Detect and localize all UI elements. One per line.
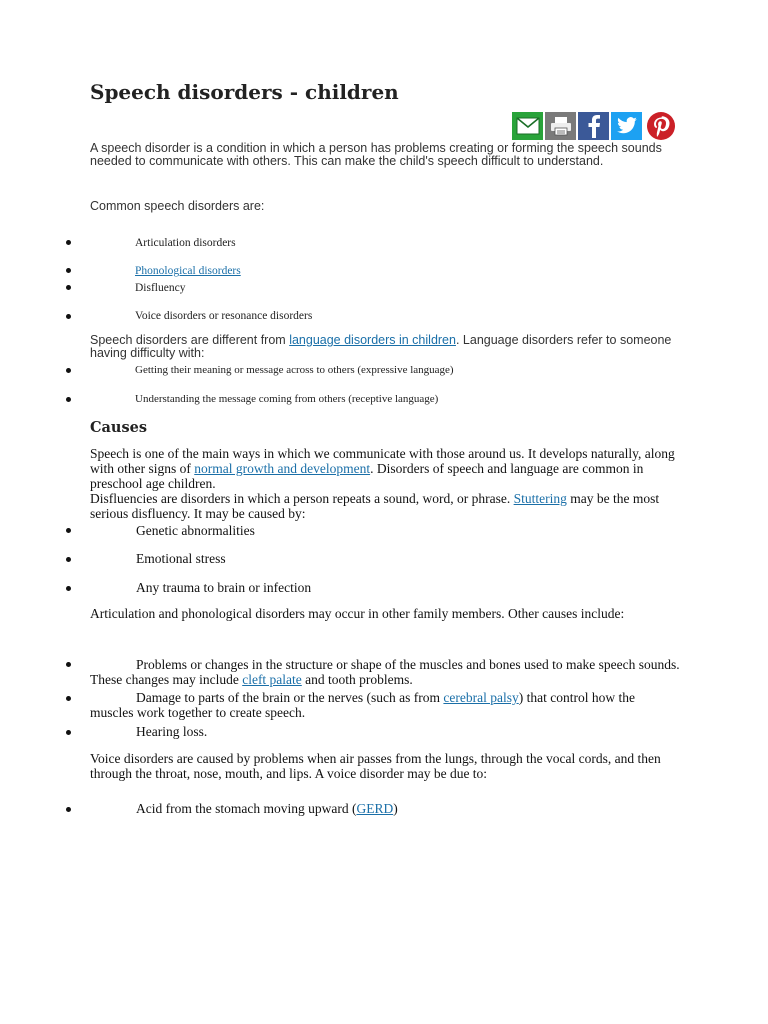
cleft-palate-link[interactable]: cleft palate (242, 672, 302, 687)
causes-heading: Causes (90, 419, 148, 436)
list-item (90, 690, 680, 720)
gerd-link[interactable]: GERD (356, 801, 394, 816)
difference-text-end: . Language disorders refer to someone having difficulty with: (90, 333, 672, 360)
causes-paragraph (90, 446, 680, 521)
email-icon (516, 117, 540, 135)
disfluency-text-end: may be the most serious disfluency. It may be caused by: (90, 491, 660, 521)
disfluency-text: Disfluencies are disorders in which a person repeats a sound, word, or phrase. (90, 491, 514, 506)
list-item: Articulation disorders (135, 237, 236, 249)
list-bullet (66, 240, 71, 245)
cerebral-palsy-link[interactable]: cerebral palsy (443, 690, 519, 705)
list-item-text-end: ) that control how the muscles work together to create speech. (90, 690, 635, 720)
list-bullet (66, 662, 71, 667)
list-bullet (66, 528, 71, 533)
page-title: Speech disorders - children (90, 80, 399, 104)
list-item (90, 657, 680, 687)
list-bullet (66, 397, 71, 402)
list-item: Emotional stress (136, 551, 226, 566)
list-bullet (66, 314, 71, 319)
voice-disorders-paragraph: Voice disorders are caused by problems when air passes from the lungs, through the vocal cords, and then through the throat, nose, mouth, and lips. A voice disorder may be due to: (90, 751, 661, 781)
articulation-paragraph: Articulation and phonological disorders may occur in other family members. Other causes include: (90, 606, 625, 621)
facebook-icon (587, 114, 601, 138)
causes-text: Speech is one of the main ways in which we communicate with those around us. It develops naturally, along with other signs of (90, 446, 675, 476)
phonological-disorders-link[interactable]: Phonological disorders (135, 265, 241, 277)
list-item-text-end: and tooth problems. (301, 672, 413, 687)
stuttering-link[interactable]: Stuttering (513, 491, 567, 506)
list-item-text-end: ) (393, 801, 398, 816)
list-bullet (66, 268, 71, 273)
normal-growth-link[interactable]: normal growth and development (194, 461, 371, 476)
pinterest-share-button[interactable] (644, 112, 678, 140)
list-item: Any trauma to brain or infection (136, 580, 312, 595)
list-bullet (66, 285, 71, 290)
list-item (136, 801, 398, 816)
list-item-text: Problems or changes in the structure or shape of the muscles and bones used to make speech sounds. These changes may include (90, 657, 680, 687)
share-toolbar (512, 112, 678, 140)
list-item-text: Damage to parts of the brain or the nerves (such as from (136, 690, 444, 705)
list-bullet (66, 807, 71, 812)
list-bullet (66, 368, 71, 373)
list-item: Understanding the message coming from others (receptive language) (135, 393, 439, 405)
difference-text: Speech disorders are different from (90, 333, 290, 347)
list-item: Hearing loss. (136, 724, 208, 739)
pinterest-icon (646, 111, 676, 141)
list-bullet (66, 557, 71, 562)
list-bullet (66, 730, 71, 735)
twitter-icon (616, 117, 638, 135)
print-icon (550, 116, 572, 136)
list-item: Getting their meaning or message across to others (expressive language) (135, 364, 454, 376)
facebook-share-button[interactable] (578, 112, 609, 140)
print-button[interactable] (545, 112, 576, 140)
common-disorders-heading: Common speech disorders are: (90, 199, 265, 213)
list-bullet (66, 696, 71, 701)
list-item: Voice disorders or resonance disorders (135, 310, 313, 322)
list-bullet (66, 586, 71, 591)
list-item: Genetic abnormalities (136, 523, 255, 538)
difference-paragraph (90, 334, 680, 360)
causes-text-end: . Disorders of speech and language are common in preschool age children. (90, 461, 644, 491)
list-item-text: Acid from the stomach moving upward ( (136, 801, 357, 816)
list-item: Disfluency (135, 282, 186, 294)
email-share-button[interactable] (512, 112, 543, 140)
language-disorders-link[interactable]: language disorders in children (289, 333, 456, 347)
intro-paragraph: A speech disorder is a condition in which a person has problems creating or forming the speech sounds needed to communicate with others. This can make the child's speech difficult to understand. (90, 141, 662, 168)
twitter-share-button[interactable] (611, 112, 642, 140)
